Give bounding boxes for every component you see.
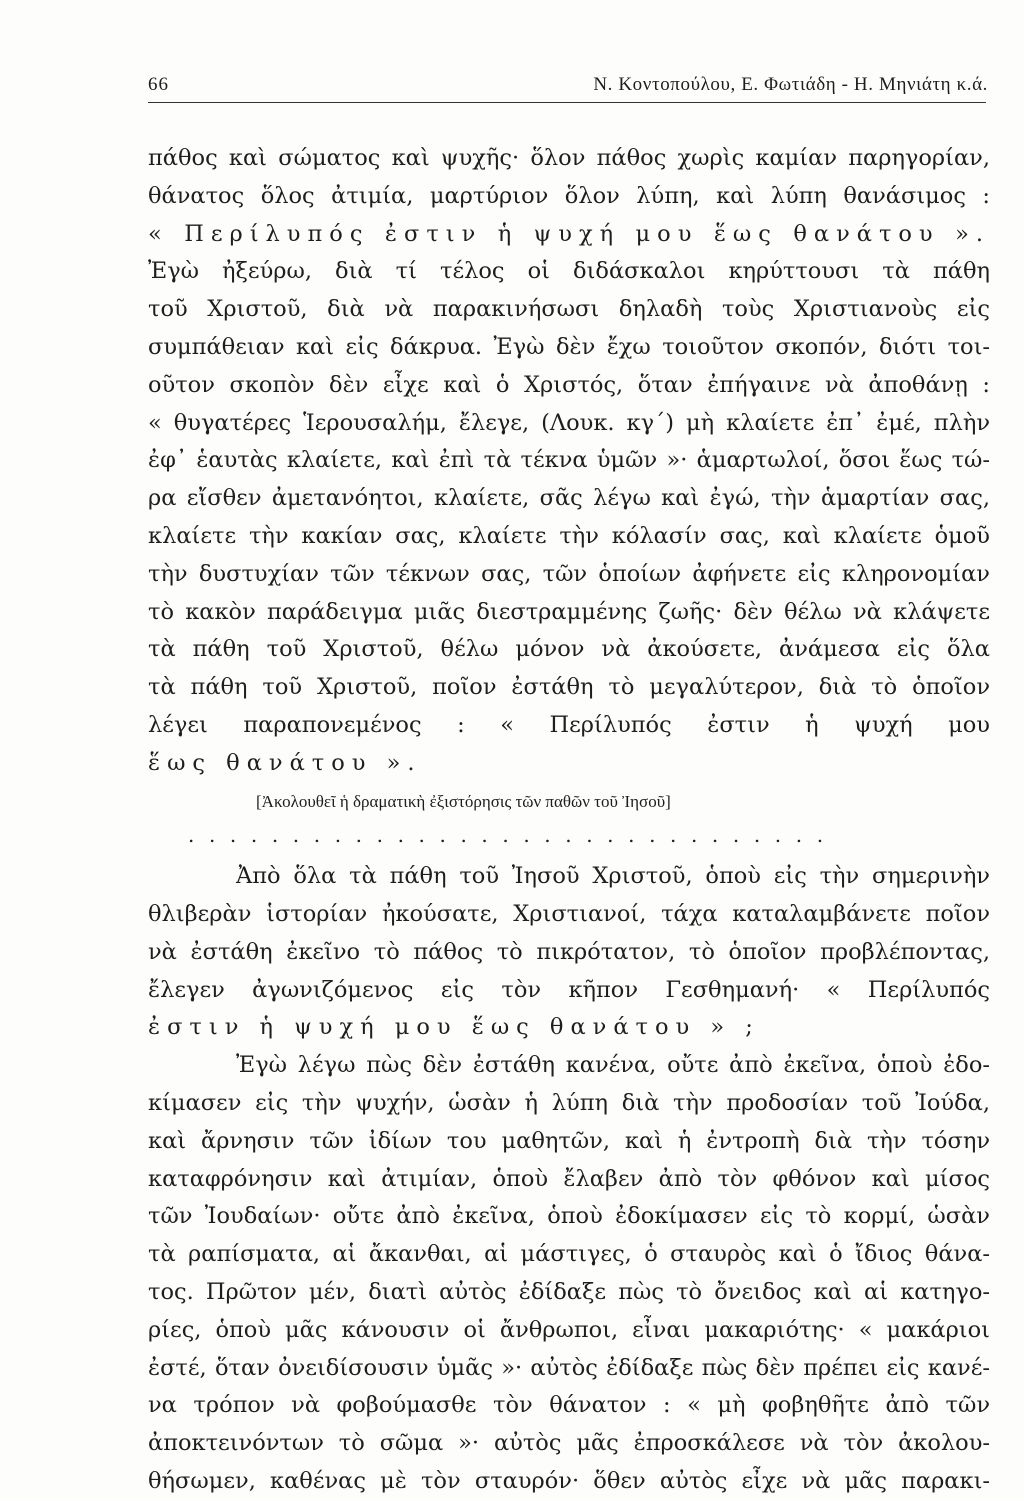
text-line: ἔλεγεν ἀγωνιζόμενος εἰς τὸν κῆπον Γεσθημανή· « Περίλυπός <box>148 976 990 1003</box>
text-line: τὰ πάθη τοῦ Χριστοῦ, θέλω μόνον νὰ ἀκούσετε, ἀνάμεσα εἰς ὅλα <box>148 636 990 663</box>
text-line: να τρόπον νὰ φοβούμασθε τὸν θάνατον : « μὴ φοβηθῆτε ἀπὸ τῶν <box>148 1392 990 1419</box>
text-line: τὰ πάθη τοῦ Χριστοῦ, ποῖον ἐστάθη τὸ μεγαλύτερον, διὰ τὸ ὁποῖον <box>148 674 990 701</box>
text-line: λέγει παραπονεμένος : « Περίλυπός ἐστιν ἡ ψυχή μου <box>148 711 990 738</box>
text-line: τὴν δυστυχίαν τῶν τέκνων σας, τῶν ὁποίων ἀφήνετε εἰς κληρονομίαν <box>148 560 990 587</box>
text-line: νὰ ἐστάθη ἐκεῖνο τὸ πάθος τὸ πικρότατον, τὸ ὁποῖον προβλέποντας, <box>148 938 990 965</box>
page-number: 66 <box>148 74 169 95</box>
running-head: Ν. Κοντοπούλου, Ε. Φωτιάδη - Η. Μηνιάτη κ.ά. <box>593 74 988 95</box>
text-line: ἐφ᾽ ἑαυτὰς κλαίετε, καὶ ἐπὶ τὰ τέκνα ὑμῶν »· ἁμαρτωλοί, ὅσοι ἕως τώ- <box>148 447 990 474</box>
text-line: τὰ ραπίσματα, αἱ ἄκανθαι, αἱ μάστιγες, ὁ σταυρὸς καὶ ὁ ἴδιος θάνα- <box>148 1241 990 1268</box>
text-line: τος. Πρῶτον μέν, διατὶ αὐτὸς ἐδίδαξε πὼς τὸ ὄνειδος καὶ αἱ κατηγο- <box>148 1278 990 1305</box>
text-line: Ἐγὼ ἠξεύρω, διὰ τί τέλος οἱ διδάσκαλοι κηρύττουσι τὰ πάθη <box>148 258 990 285</box>
text-line: θήσωμεν, καθένας μὲ τὸν σταυρόν· ὅθεν αὐτὸς εἶχε νὰ μᾶς παρακι- <box>148 1467 990 1494</box>
page-header <box>148 70 988 104</box>
text-line: Ἐγὼ λέγω πὼς δὲν ἐστάθη κανένα, οὔτε ἀπὸ ἐκεῖνα, ὁποὺ ἐδο- <box>236 1052 990 1079</box>
text-line: συμπάθειαν καὶ εἰς δάκρυα. Ἐγὼ δὲν ἔχω τοιοῦτον σκοπόν, διότι τοι- <box>148 333 990 360</box>
quoted-line: « Περίλυπός ἐστιν ἡ ψυχή μου ἕως θανάτου ». <box>148 220 990 247</box>
text-line: Ἀπὸ ὅλα τὰ πάθη τοῦ Ἰησοῦ Χριστοῦ, ὁποὺ εἰς τὴν σημερινὴν <box>236 863 990 890</box>
quoted-line: ἕως θανάτου ». <box>148 749 422 776</box>
text-line: θάνατος ὅλος ἀτιμία, μαρτύριον ὅλον λύπη, καὶ λύπη θανάσιμος : <box>148 182 990 209</box>
text-line: τοῦ Χριστοῦ, διὰ νὰ παρακινήσωσι δηλαδὴ τοὺς Χριστιανοὺς εἰς <box>148 296 990 323</box>
body-text <box>148 140 990 1501</box>
text-line: ἀποκτεινόντων τὸ σῶμα »· αὐτὸς μᾶς ἐπροσκάλεσε νὰ τὸν ἀκολου- <box>148 1430 990 1457</box>
text-line: ρίες, ὁποὺ μᾶς κάνουσιν οἱ ἄνθρωποι, εἶναι μακαριότης· « μακάριοι <box>148 1316 990 1343</box>
text-line: τῶν Ἰουδαίων· οὔτε ἀπὸ ἐκεῖνα, ὁποὺ ἐδοκίμασεν εἰς τὸ κορμί, ὡσὰν <box>148 1203 990 1230</box>
editorial-note: [Ἀκολουθεῖ ἡ δραματικὴ ἐξιστόρησις τῶν παθῶν τοῦ Ἰησοῦ] <box>256 791 671 811</box>
text-line: « θυγατέρες Ἱερουσαλήμ, ἔλεγε, (Λουκ. κγ´) μὴ κλαίετε ἐπ᾽ ἐμέ, πλὴν <box>148 409 990 436</box>
text-line: καταφρόνησιν καὶ ἀτιμίαν, ὁποὺ ἔλαβεν ἀπὸ τὸν φθόνον καὶ μίσος <box>148 1165 990 1192</box>
text-line: θλιβερὰν ἱστορίαν ἠκούσατε, Χριστιανοί, τάχα καταλαμβάνετε ποῖον <box>148 900 990 927</box>
text-line: κλαίετε τὴν κακίαν σας, κλαίετε τὴν κόλασίν σας, καὶ κλαίετε ὁμοῦ <box>148 522 990 549</box>
header-rule <box>148 102 986 103</box>
quoted-line: ἐστιν ἡ ψυχή μου ἕως θανάτου » ; <box>148 1014 760 1041</box>
text-line: τὸ κακὸν παράδειγμα μιᾶς διεστραμμένης ζωῆς· δὲν θέλω νὰ κλάψετε <box>148 598 990 625</box>
text-line: οῦτον σκοπὸν δὲν εἶχε καὶ ὁ Χριστός, ὅταν ἐπήγαινε νὰ ἀποθάνῃ : <box>148 371 990 398</box>
text-line: πάθος καὶ σώματος καὶ ψυχῆς· ὅλον πάθος χωρὶς καμίαν παρηγορίαν, <box>148 145 990 171</box>
ellipsis-row: ............................... <box>188 823 838 848</box>
text-line: καὶ ἄρνησιν τῶν ἰδίων του μαθητῶν, καὶ ἡ ἐντροπὴ διὰ τὴν τόσην <box>148 1127 990 1154</box>
text-line: ρα εἴσθεν ἀμετανόητοι, κλαίετε, σᾶς λέγω καὶ ἐγώ, τὴν ἁμαρτίαν σας, <box>148 485 990 512</box>
text-line: κίμασεν εἰς τὴν ψυχήν, ὡσὰν ἡ λύπη διὰ τὴν προδοσίαν τοῦ Ἰούδα, <box>148 1089 990 1116</box>
text-line: ἐστέ, ὅταν ὀνειδίσουσιν ὑμᾶς »· αὐτὸς ἐδίδαξε πὼς δὲν πρέπει εἰς κανέ- <box>148 1354 990 1381</box>
